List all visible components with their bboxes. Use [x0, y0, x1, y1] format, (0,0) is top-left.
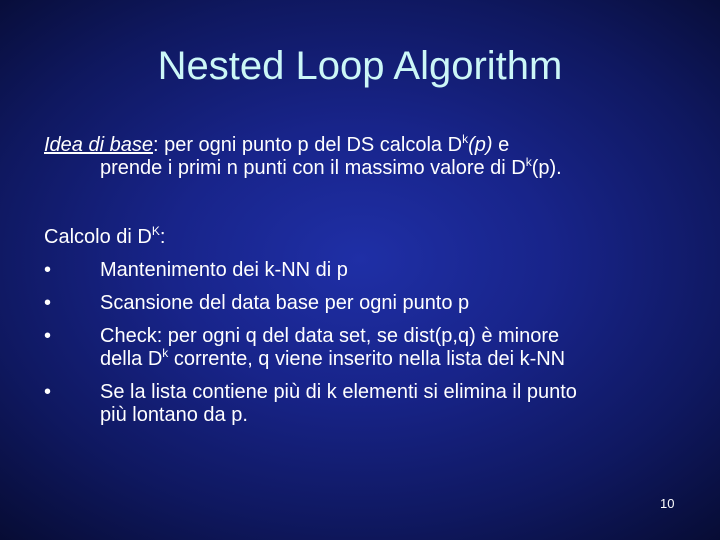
calcolo-heading	[44, 226, 694, 249]
idea-sup: k	[462, 132, 469, 146]
bullet: •	[44, 292, 52, 314]
list-item-line-1: Se la lista contiene più di k elementi si elimina il punto	[100, 381, 577, 403]
bullet: •	[44, 259, 52, 281]
list-item-line2-start: della D	[100, 348, 163, 370]
spacer	[44, 180, 694, 226]
calcolo-heading-text: Calcolo di D	[44, 226, 152, 248]
list-item-text	[100, 381, 694, 427]
list-item-line-2: più lontano da p.	[100, 404, 248, 426]
list-item	[44, 259, 694, 282]
idea-text: : per ogni punto p del DS calcola D	[152, 134, 463, 156]
slide-title: Nested Loop Algorithm	[157, 44, 563, 88]
slide-body	[44, 134, 694, 427]
idea-line1-end: e	[492, 134, 510, 156]
page-number: 10	[660, 496, 675, 511]
list-item-line-2	[100, 348, 694, 371]
calcolo-heading-colon: :	[159, 226, 166, 248]
list-item	[44, 292, 694, 315]
list-item	[44, 325, 694, 371]
bullet: •	[44, 381, 52, 403]
calcolo-heading-sup: K	[151, 224, 160, 238]
list-item-text	[100, 325, 694, 371]
bullet: •	[44, 325, 52, 347]
list-item-line2-end: corrente, q viene inserito nella lista dei k-NN	[168, 348, 566, 370]
idea-line2-sup: k	[525, 155, 532, 169]
list-item-text: Scansione del data base per ogni punto p	[100, 292, 470, 314]
list-item	[44, 381, 694, 427]
idea-line2-text: prende i primi n punti con il massimo valore di D	[100, 157, 526, 179]
list-item-sup: k	[162, 346, 169, 360]
idea-func-arg: (p)	[468, 134, 493, 156]
idea-line-2	[44, 157, 694, 180]
idea-line2-end: (p).	[531, 157, 562, 179]
list-item-text: Mantenimento dei k-NN di p	[100, 259, 348, 281]
idea-label: Idea di base	[44, 134, 153, 156]
idea-line-1	[44, 134, 694, 157]
list-item-line-1: Check: per ogni q del data set, se dist(p,q) è minore	[100, 325, 560, 347]
